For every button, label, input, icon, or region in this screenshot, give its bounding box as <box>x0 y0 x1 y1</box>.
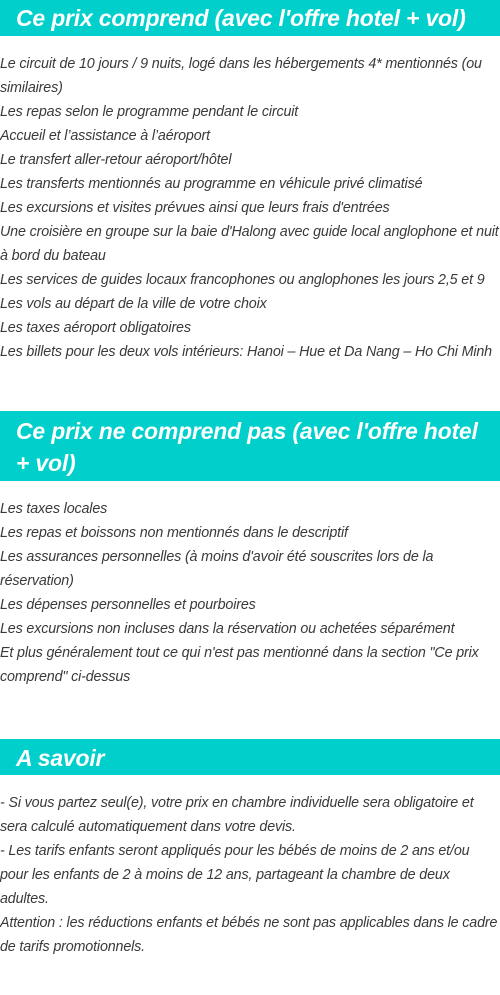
notes-heading: A savoir <box>0 739 500 775</box>
excluded-item: Les dépenses personnelles et pourboires <box>0 597 256 613</box>
notes-item: - Les tarifs enfants seront appliqués pour les bébés de moins de 2 ans et/ou pour les enfants de 2 à moins de 12 ans, partageant la chambre de deux adultes. <box>0 843 470 907</box>
excluded-item: Les repas et boissons non mentionnés dans le descriptif <box>0 525 348 541</box>
excluded-item: Les excursions non incluses dans la réservation ou achetées séparément <box>0 621 455 637</box>
excluded-item: Les assurances personnelles (à moins d'avoir été souscrites lors de la réservation) <box>0 549 434 589</box>
excluded-item: Et plus généralement tout ce qui n'est pas mentionné dans la section "Ce prix comprend" ci-dessus <box>0 645 479 685</box>
included-item: Les repas selon le programme pendant le circuit <box>0 104 299 120</box>
included-item: Une croisière en groupe sur la baie d'Halong avec guide local anglophone et nuit à bord du bateau <box>0 224 499 264</box>
included-item: Les billets pour les deux vols intérieurs: Hanoi – Hue et Da Nang – Ho Chi Minh <box>0 344 492 360</box>
notes-item: - Si vous partez seul(e), votre prix en chambre individuelle sera obligatoire et sera calculé automatiquement dans votre devis. <box>0 795 474 835</box>
notes-list <box>0 791 500 959</box>
included-heading: Ce prix comprend (avec l'offre hotel + vol) <box>0 0 500 36</box>
notes-item: Attention : les réductions enfants et bébés ne sont pas applicables dans le cadre de tarifs promotionnels. <box>0 915 498 955</box>
included-list <box>0 52 500 364</box>
included-item: Les excursions et visites prévues ainsi que leurs frais d'entrées <box>0 200 390 216</box>
included-item: Les services de guides locaux francophones ou anglophones les jours 2,5 et 9 <box>0 272 485 288</box>
included-item: Les vols au départ de la ville de votre choix <box>0 296 267 312</box>
included-item: Accueil et l’assistance à l’aéroport <box>0 128 210 144</box>
included-item: Le circuit de 10 jours / 9 nuits, logé dans les hébergements 4* mentionnés (ou similaires) <box>0 56 482 96</box>
included-item: Le transfert aller-retour aéroport/hôtel <box>0 152 232 168</box>
excluded-list <box>0 497 500 689</box>
excluded-heading: Ce prix ne comprend pas (avec l'offre hotel + vol) <box>0 411 500 481</box>
excluded-item: Les taxes locales <box>0 501 108 517</box>
included-item: Les transferts mentionnés au programme en véhicule privé climatisé <box>0 176 423 192</box>
included-item: Les taxes aéroport obligatoires <box>0 320 191 336</box>
